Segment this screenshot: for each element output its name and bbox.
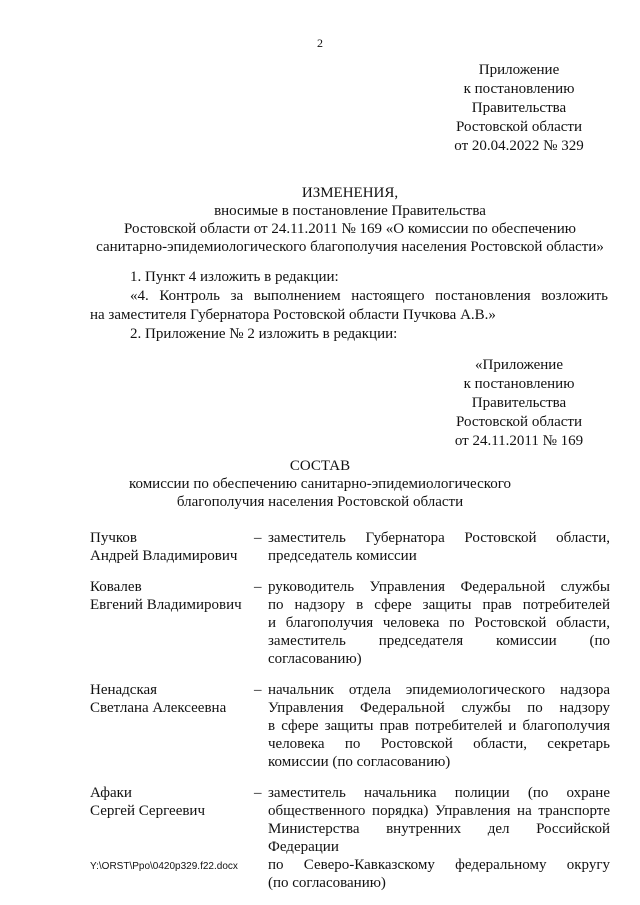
appendix-line: от 24.11.2011 № 169 xyxy=(454,433,584,449)
position-line: руководитель Управления Федеральной службы xyxy=(268,579,610,595)
member-given-name: Евгений Владимирович xyxy=(90,597,242,613)
appendix-line: Ростовской области xyxy=(456,119,582,135)
appendix-line: Правительства xyxy=(471,395,567,411)
document-heading xyxy=(80,184,620,256)
member-name xyxy=(90,529,254,565)
composition-heading xyxy=(0,457,640,511)
member-surname: Пучков xyxy=(90,530,137,546)
appendix-line: Приложение xyxy=(478,62,560,78)
position-line: заместитель Губернатора Ростовской области, xyxy=(268,530,610,546)
member-name xyxy=(90,578,254,668)
member-surname: Афаки xyxy=(90,785,132,801)
composition-title: СОСТАВ xyxy=(289,458,351,474)
appendix-line: к постановлению xyxy=(463,376,575,392)
position-line: общественного порядка) Управления на транспорте xyxy=(268,803,610,819)
heading-line: вносимые в постановление Правительства xyxy=(214,203,486,219)
file-path-footer: Y:\ORST\Ppo\0420p329.f22.docx xyxy=(90,861,238,872)
member-dash: – xyxy=(254,785,262,801)
position-line: по надзору в сфере защиты прав потребителей xyxy=(268,597,610,613)
appendix-header-top xyxy=(452,61,586,156)
position-line: и благополучия человека по Ростовской области, xyxy=(268,615,610,631)
member-given-name: Светлана Алексеевна xyxy=(90,700,227,716)
member-position xyxy=(268,529,610,565)
appendix-line: Ростовской области xyxy=(456,414,582,430)
position-line: заместитель председателя комиссии (по согласованию) xyxy=(268,633,610,667)
quote-line-1: «4. Контроль за выполнением настоящего постановления возложить xyxy=(130,288,608,304)
member-dash: – xyxy=(254,682,262,698)
appendix-header-inner xyxy=(452,356,586,451)
member-dash: – xyxy=(254,530,262,546)
members-list xyxy=(90,529,610,905)
position-line: человека по Ростовской области, секретарь xyxy=(268,736,610,752)
heading-line: санитарно-эпидемиологического благополучия населения Ростовской области» xyxy=(96,239,604,255)
member-row xyxy=(90,784,610,892)
position-line: председатель комиссии xyxy=(268,548,417,564)
heading-title: ИЗМЕНЕНИЯ, xyxy=(301,185,399,201)
position-line: заместитель начальника полиции (по охране xyxy=(268,785,610,801)
quote-line-2: на заместителя Губернатора Ростовской области Пучкова А.В.» xyxy=(90,307,496,323)
position-line: Управления Федеральной службы по надзору xyxy=(268,700,610,716)
member-position xyxy=(268,578,610,668)
member-row xyxy=(90,529,610,565)
member-row xyxy=(90,578,610,668)
position-line: комиссии (по согласованию) xyxy=(268,754,451,770)
member-name xyxy=(90,784,254,892)
member-row xyxy=(90,681,610,771)
composition-line: комиссии по обеспечению санитарно-эпидемиологического xyxy=(128,476,512,492)
appendix-line: от 20.04.2022 № 329 xyxy=(454,138,584,154)
member-dash: – xyxy=(254,579,262,595)
appendix-line: «Приложение xyxy=(474,357,563,373)
position-line: начальник отдела эпидемиологического надзора xyxy=(268,682,610,698)
member-given-name: Сергей Сергеевич xyxy=(90,803,206,819)
document-body xyxy=(90,268,608,344)
member-surname: Ненадская xyxy=(90,682,158,698)
appendix-line: к постановлению xyxy=(463,81,575,97)
member-surname: Ковалев xyxy=(90,579,142,595)
item-1: 1. Пункт 4 изложить в редакции: xyxy=(130,269,339,285)
member-name xyxy=(90,681,254,771)
position-line: Министерства внутренних дел Российской Федерации xyxy=(268,821,610,855)
member-position xyxy=(268,681,610,771)
heading-line: Ростовской области от 24.11.2011 № 169 «О комиссии по обеспечению xyxy=(124,221,576,237)
item-2: 2. Приложение № 2 изложить в редакции: xyxy=(130,326,398,342)
position-line: в сфере защиты прав потребителей и благополучия xyxy=(268,718,610,734)
member-given-name: Андрей Владимирович xyxy=(90,548,238,564)
page-number: 2 xyxy=(317,36,323,50)
composition-line: благополучия населения Ростовской области xyxy=(176,494,464,510)
position-line: (по согласованию) xyxy=(268,875,386,891)
appendix-line: Правительства xyxy=(471,100,567,116)
member-position xyxy=(268,784,610,892)
position-line: по Северо-Кавказскому федеральному округу xyxy=(268,857,610,873)
